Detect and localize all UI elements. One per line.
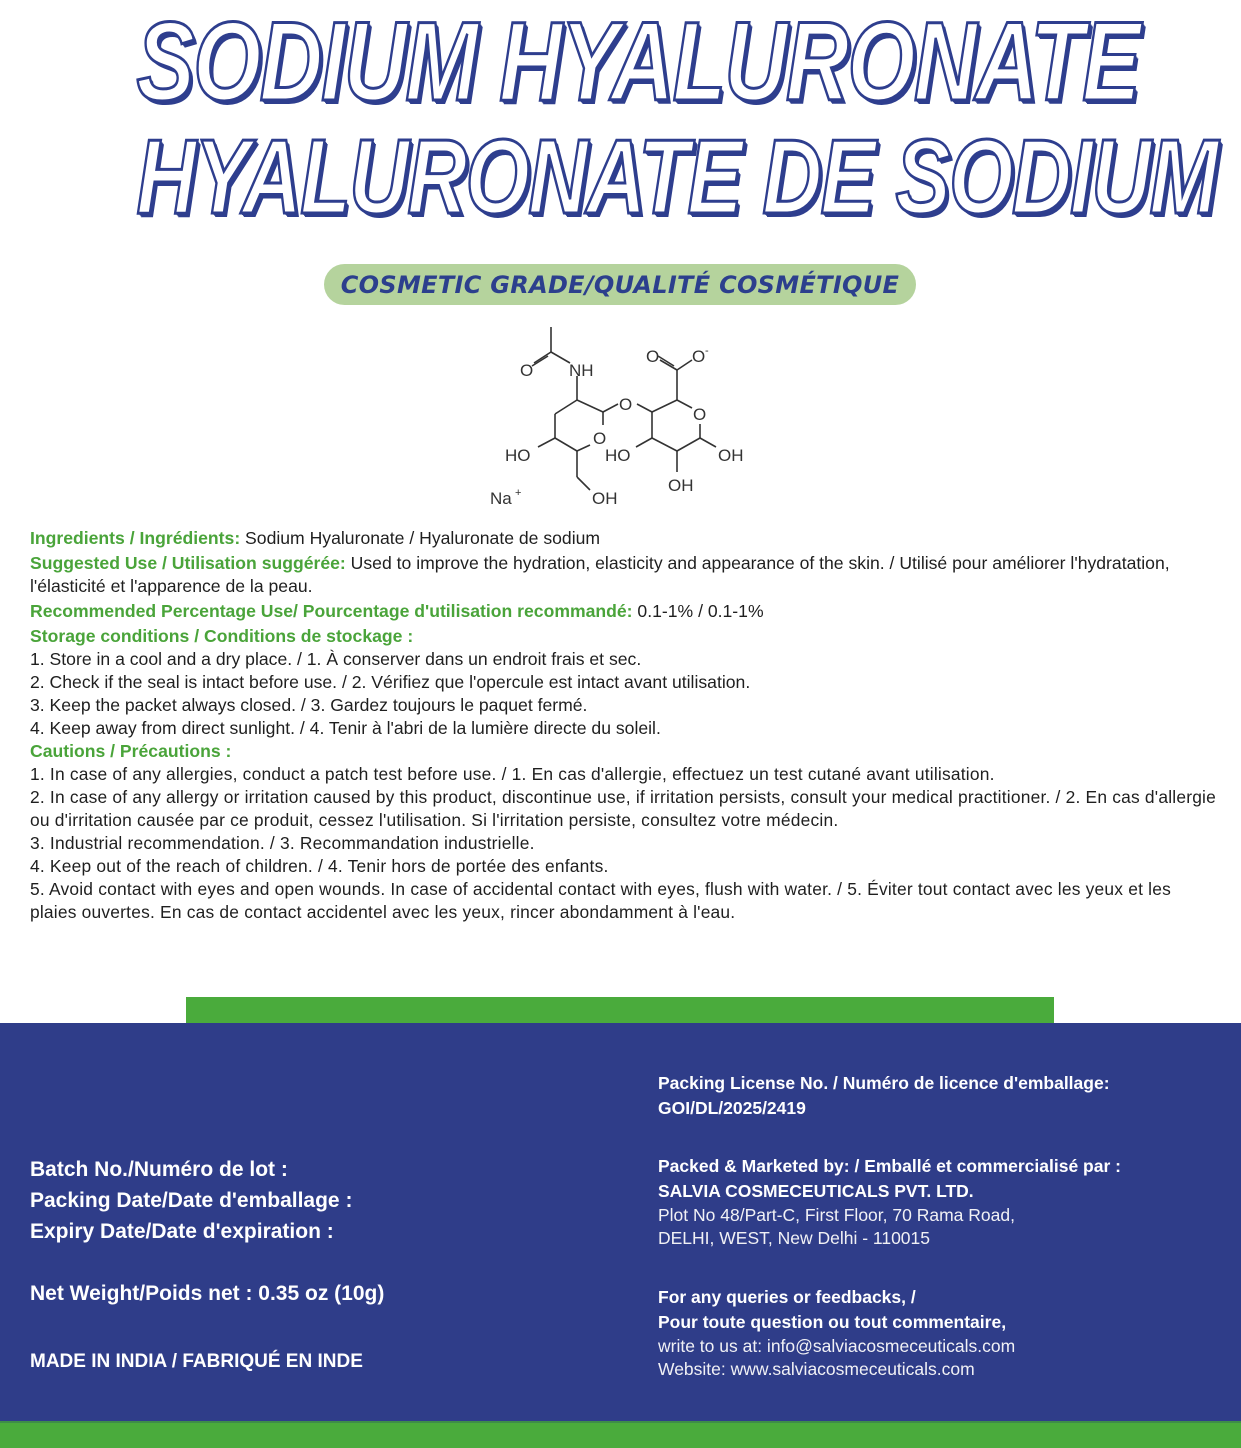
storage-item: 2. Check if the seal is intact before use. / 2. Vérifiez que l'opercule est intact avant utilisation. <box>30 672 751 692</box>
caution-item: 3. Industrial recommendation. / 3. Recommandation industrielle. <box>30 833 535 853</box>
grade-badge-label: COSMETIC GRADE/QUALITÉ COSMÉTIQUE <box>340 270 900 299</box>
made-in-india: MADE IN INDIA / FABRIQUÉ EN INDE <box>30 1351 363 1372</box>
svg-text:-: - <box>705 345 709 357</box>
svg-text:OH: OH <box>668 476 694 495</box>
address-line-2: DELHI, WEST, New Delhi - 110015 <box>658 1228 931 1248</box>
batch-info-block <box>30 1154 384 1373</box>
grade-badge <box>324 264 916 305</box>
queries-french: Pour toute question ou tout commentaire, <box>658 1312 1007 1332</box>
packing-date-label: Packing Date/Date d'emballage : <box>30 1189 353 1212</box>
svg-text:O: O <box>520 361 534 380</box>
queries-english: For any queries or feedbacks, / <box>658 1287 916 1307</box>
svg-text:NH: NH <box>569 361 594 380</box>
svg-text:OH: OH <box>592 489 618 508</box>
svg-text:HO: HO <box>605 446 631 465</box>
svg-text:O: O <box>693 405 707 424</box>
storage-item: 1. Store in a cool and a dry place. / 1. À conserver dans un endroit frais et sec. <box>30 649 642 669</box>
caution-item: 5. Avoid contact with eyes and open wounds. In case of accidental contact with eyes, flush with water. / 5. Éviter tout contact avec les yeux et les plaies ouvertes. En cas de contact accidentel avec les yeux, rincer abondamment à l'eau. <box>30 879 1171 922</box>
ingredients-row <box>30 527 1220 550</box>
recommended-percentage-row <box>30 600 1220 623</box>
molecular-structure-diagram <box>480 320 760 510</box>
svg-text:+: + <box>515 487 522 499</box>
storage-item: 4. Keep away from direct sunlight. / 4. Tenir à l'abri de la lumière directe du soleil. <box>30 718 661 738</box>
caution-item: 4. Keep out of the reach of children. / 4. Tenir hors de portée des enfants. <box>30 856 609 876</box>
recommended-percentage-value: 0.1-1% / 0.1-1% <box>632 601 764 621</box>
svg-text:O: O <box>619 395 633 414</box>
expiry-date-label: Expiry Date/Date d'expiration : <box>30 1220 334 1243</box>
suggested-use-row <box>30 552 1220 598</box>
svg-text:OH: OH <box>718 446 744 465</box>
cautions-label: Cautions / Précautions : <box>30 741 232 761</box>
suggested-use-value: Used to improve the hydration, elasticity and appearance of the skin. / Utilisé pour améliorer l'hydratation, l'élasticité et l'apparence de la peau. <box>30 553 1170 596</box>
svg-text:HO: HO <box>505 446 531 465</box>
molecule-icon <box>480 320 760 510</box>
title-english: SODIUM HYALURONATE <box>136 0 1139 124</box>
packed-by-label: Packed & Marketed by: / Emballé et commercialisé par : <box>658 1156 1121 1176</box>
company-name: SALVIA COSMECEUTICALS PVT. LTD. <box>658 1181 974 1201</box>
ingredients-label: Ingredients / Ingrédients: <box>30 528 241 548</box>
svg-text:O: O <box>593 429 607 448</box>
ingredients-value: Sodium Hyaluronate / Hyaluronate de sodium <box>240 528 601 548</box>
license-number: GOI/DL/2025/2419 <box>658 1098 806 1118</box>
caution-item: 1. In case of any allergies, conduct a patch test before use. / 1. En cas d'allergie, effectuez un test cutané avant utilisation. <box>30 764 995 784</box>
contact-email: write to us at: info@salviacosmeceuticals.com <box>658 1336 1016 1356</box>
storage-item: 3. Keep the packet always closed. / 3. Gardez toujours le paquet fermé. <box>30 695 588 715</box>
svg-text:O: O <box>692 347 706 366</box>
address-line-1: Plot No 48/Part-C, First Floor, 70 Rama Road, <box>658 1205 1015 1225</box>
green-accent-bar <box>186 997 1054 1023</box>
website: Website: www.salviacosmeceuticals.com <box>658 1359 975 1379</box>
svg-text:Na: Na <box>490 489 512 508</box>
svg-text:O: O <box>646 347 660 366</box>
manufacturer-info-block <box>658 1071 1218 1381</box>
footer-green-bar <box>0 1421 1241 1448</box>
product-title <box>0 0 1241 236</box>
suggested-use-label: Suggested Use / Utilisation suggérée: <box>30 553 346 573</box>
title-french: HYALURONATE DE SODIUM <box>136 118 1217 236</box>
caution-item: 2. In case of any allergy or irritation caused by this product, discontinue use, if irritation persists, consult your medical practitioner. / 2. En cas d'allergie ou d'irritation causée par ce produit, cessez l'utilisation. Si l'irritation persiste, consultez votre médecin. <box>30 787 1216 830</box>
storage-label: Storage conditions / Conditions de stockage : <box>30 626 414 646</box>
product-information <box>30 527 1220 924</box>
storage-heading <box>30 625 1220 648</box>
recommended-percentage-label: Recommended Percentage Use/ Pourcentage d'utilisation recommandé: <box>30 601 633 621</box>
cautions-heading <box>30 740 1220 763</box>
batch-number-label: Batch No./Numéro de lot : <box>30 1158 288 1181</box>
license-label: Packing License No. / Numéro de licence d'emballage: <box>658 1073 1110 1093</box>
net-weight: Net Weight/Poids net : 0.35 oz (10g) <box>30 1282 385 1305</box>
